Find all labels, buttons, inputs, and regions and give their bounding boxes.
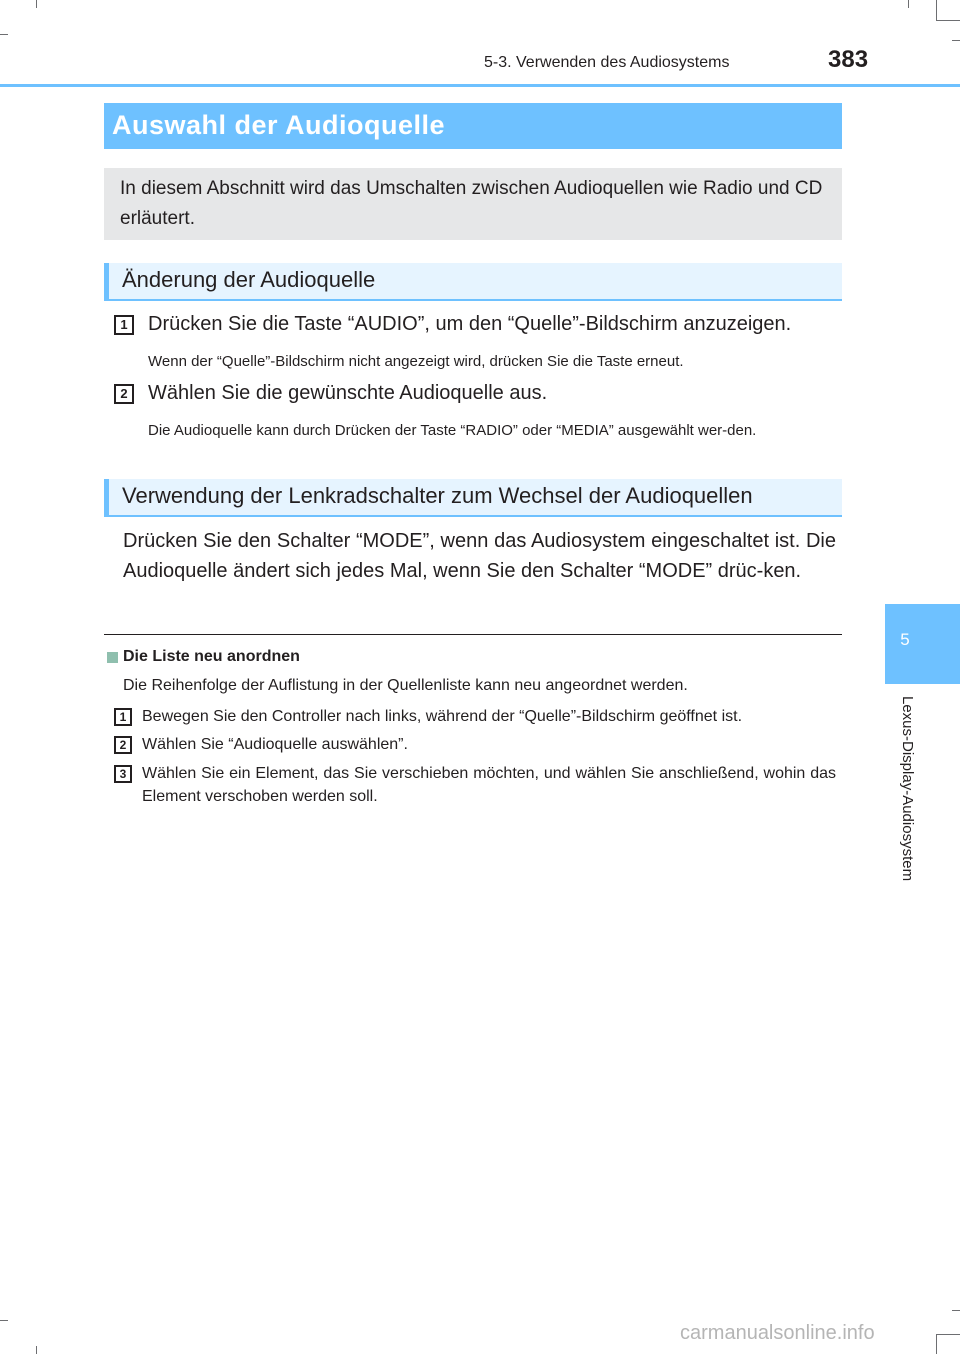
- note-step-text: Bewegen Sie den Controller nach links, während der “Quelle”-Bildschirm geöffnet ist.: [142, 708, 743, 725]
- section-paragraph: Drücken Sie den Schalter “MODE”, wenn das Audiosystem eingeschaltet ist. Die Audioquelle ändert sich jedes Mal, wenn Sie den Schalter “MODE” drüc-ken.: [123, 530, 836, 582]
- note-step-number-box: 3: [114, 765, 132, 783]
- chapter-title: Lexus-Display-Audiosystem: [899, 696, 916, 882]
- note-intro: Die Reihenfolge der Auflistung in der Quellenliste kann neu angeordnet werden.: [123, 677, 688, 694]
- section-heading-text: Änderung der Audioquelle: [122, 267, 376, 292]
- header-rule: [0, 84, 960, 87]
- step-number-box: 1: [114, 315, 134, 335]
- note-marker-square: [107, 652, 118, 663]
- intro-box: [104, 168, 842, 240]
- step-text: Wählen Sie die gewünschte Audioquelle aus.: [148, 382, 548, 404]
- crop-mark: [908, 0, 909, 8]
- step-text: Drücken Sie die Taste “AUDIO”, um den “Quelle”-Bildschirm anzuzeigen.: [148, 313, 792, 335]
- chapter-number: 5: [900, 630, 910, 649]
- page-number: 383: [828, 46, 869, 73]
- step-note: Die Audioquelle kann durch Drücken der Taste “RADIO” oder “MEDIA” ausgewählt wer-den.: [148, 422, 757, 439]
- note-step-text: Wählen Sie “Audioquelle auswählen”.: [142, 736, 408, 753]
- note-step-text: Wählen Sie ein Element, das Sie verschieben möchten, und wählen Sie anschließend, wohin das Element verschoben werden soll.: [142, 765, 836, 805]
- crop-mark: [936, 20, 960, 21]
- section-heading-text: Verwendung der Lenkradschalter zum Wechsel der Audioquellen: [122, 483, 753, 508]
- header-section-title: 5-3. Verwenden des Audiosystems: [484, 54, 730, 71]
- crop-mark: [936, 1334, 937, 1354]
- page-title: Auswahl der Audioquelle: [112, 110, 446, 140]
- note-title: Die Liste neu anordnen: [123, 648, 300, 665]
- intro-text: In diesem Abschnitt wird das Umschalten zwischen Audioquellen wie Radio und CD erläutert.: [120, 178, 823, 229]
- crop-mark: [36, 0, 37, 8]
- step-number-box: 2: [114, 384, 134, 404]
- crop-mark: [36, 1346, 37, 1354]
- chapter-tab: [885, 604, 960, 684]
- section-heading-change-source: [104, 263, 842, 301]
- crop-mark: [952, 1310, 960, 1311]
- note-step-number-box: 1: [114, 708, 132, 726]
- crop-mark: [0, 1320, 8, 1321]
- step-note: Wenn der “Quelle”-Bildschirm nicht angezeigt wird, drücken Sie die Taste erneut.: [148, 353, 684, 370]
- note-step-number-box: 2: [114, 736, 132, 754]
- section-heading-steering-switches: [104, 479, 842, 517]
- note-divider: [104, 634, 842, 635]
- crop-mark: [936, 1334, 960, 1335]
- watermark: carmanualsonline.info: [680, 1322, 875, 1344]
- page-title-bar: [104, 103, 842, 149]
- crop-mark: [0, 34, 8, 35]
- crop-mark: [952, 40, 960, 41]
- crop-mark: [936, 0, 937, 20]
